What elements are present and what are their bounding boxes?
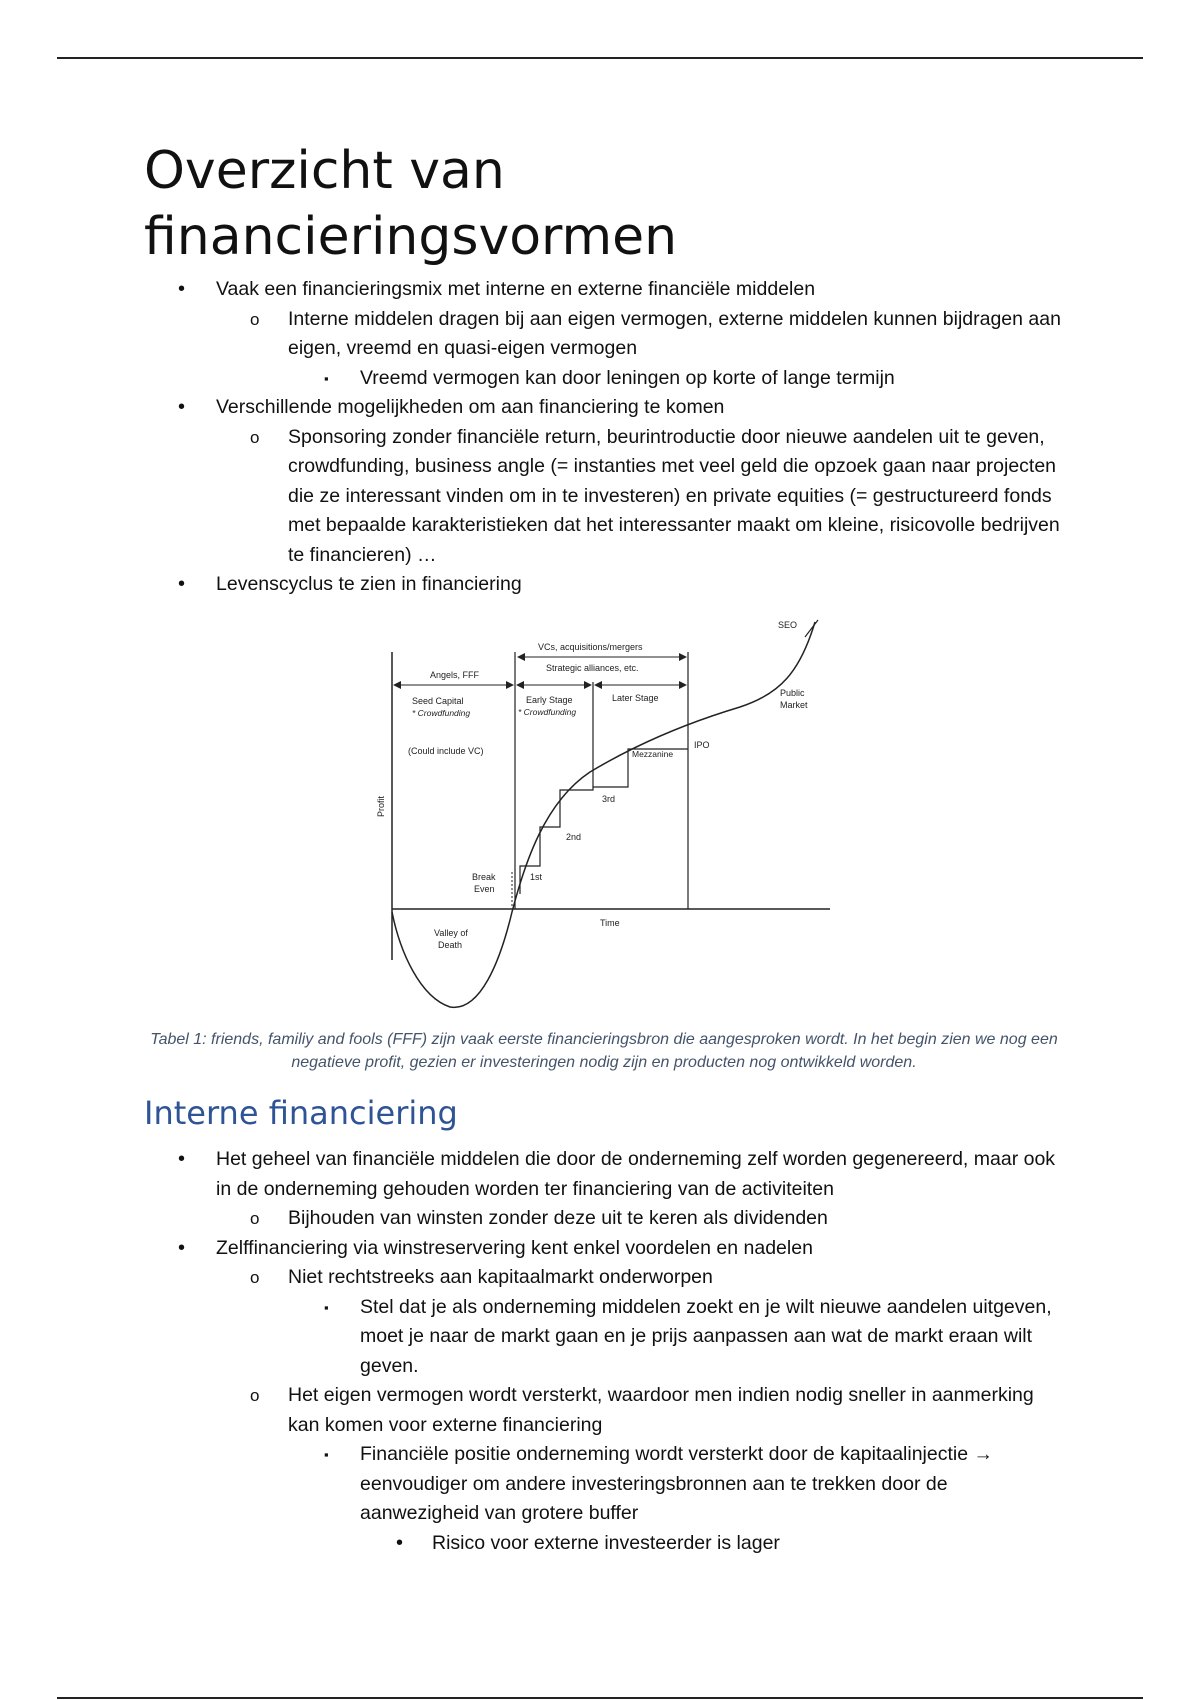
label-time: Time: [600, 918, 620, 928]
list-item: o Niet rechtstreeks aan kapitaalmarkt onderworpen: [144, 1263, 1064, 1293]
label-seed-crowd: * Crowdfunding: [412, 708, 471, 718]
label-could-vc: (Could include VC): [408, 746, 484, 756]
list-item: • Het geheel van financiële middelen die door de onderneming zelf worden gegenereerd, maar ook in de onderneming gehouden worden ter financiering van de activiteiten: [144, 1145, 1064, 1204]
list-item: o Bijhouden van winsten zonder deze uit te keren als dividenden: [144, 1204, 1064, 1234]
bullet-icon: o: [250, 1268, 260, 1287]
list-item: o Sponsoring zonder financiële return, beurintroductie door nieuwe aandelen uit te geven, crowdfunding, business angle (= instanties met veel geld die opzoek gaan naar projecten die ze interessant vinden om in te investeren) en private equities (= gestructureerd fonds met bepaalde karakteristieken dat het interessanter maakt om kleine, risicovolle bedrijven te financieren) …: [144, 423, 1064, 571]
label-second: 2nd: [566, 832, 582, 842]
financing-lifecycle-diagram: [360, 612, 840, 1012]
bullet-icon: o: [250, 309, 260, 329]
label-valley-2: Death: [438, 940, 463, 950]
label-early: Early Stage: [526, 695, 573, 705]
label-third: 3rd: [602, 794, 616, 804]
bullet-icon: o: [250, 427, 260, 447]
bullet-icon: o: [250, 1209, 260, 1228]
label-angels: Angels, FFF: [430, 670, 480, 680]
label-public-2: Market: [780, 700, 808, 710]
list-item: ▪ Vreemd vermogen kan door leningen op korte of lange termijn: [144, 364, 1064, 394]
label-break-1: Break: [472, 872, 496, 882]
label-later: Later Stage: [612, 693, 659, 703]
bullet-icon: •: [178, 278, 186, 300]
list-item: • Risico voor externe investeerder is lager: [144, 1529, 1064, 1559]
bullet-icon: ▪: [324, 1447, 329, 1462]
list-item: o Het eigen vermogen wordt versterkt, waardoor men indien nodig sneller in aanmerking kan komen voor externe financiering: [144, 1381, 1064, 1440]
list-item: • Verschillende mogelijkheden om aan financiering te komen: [144, 393, 1064, 423]
bullet-icon: •: [178, 573, 186, 595]
header-rule: [57, 57, 1143, 59]
label-break-2: Even: [474, 884, 495, 894]
label-strategic: Strategic alliances, etc.: [546, 663, 639, 673]
label-seed: Seed Capital: [412, 696, 464, 706]
label-ipo: IPO: [694, 740, 710, 750]
list-item: ▪ Financiële positie onderneming wordt versterkt door de kapitaalinjectie → eenvoudiger om andere investeringsbronnen aan te trekken door de aanwezigheid van grotere buffer: [144, 1440, 1064, 1529]
label-mezzanine: Mezzanine: [632, 749, 674, 759]
label-valley-1: Valley of: [434, 928, 468, 938]
label-seo: SEO: [778, 620, 798, 630]
bullet-icon: •: [178, 396, 186, 418]
list-item: • Zelffinanciering via winstreservering kent enkel voordelen en nadelen: [144, 1234, 1064, 1264]
list-item: • Vaak een financieringsmix met interne en externe financiële middelen: [144, 275, 1064, 305]
list-item: ▪ Stel dat je als onderneming middelen zoekt en je wilt nieuwe aandelen uitgeven, moet je naar de markt gaan en je prijs aanpassen aan wat de markt eraan wilt geven.: [144, 1293, 1064, 1382]
list-item: • Levenscyclus te zien in financiering: [144, 570, 1064, 600]
page-title: Overzicht van financieringsvormen: [144, 141, 678, 267]
bullet-icon: •: [178, 1236, 186, 1259]
list-item: o Interne middelen dragen bij aan eigen vermogen, externe middelen kunnen bijdragen aan eigen, vreemd en quasi-eigen vermogen: [144, 305, 1064, 364]
bullet-icon: ▪: [324, 1299, 329, 1315]
label-public-1: Public: [780, 688, 805, 698]
intro-bullet-list: [144, 275, 1064, 600]
label-early-crowd: * Crowdfunding: [518, 707, 577, 717]
label-first: 1st: [530, 872, 543, 882]
bullet-icon: •: [396, 1531, 404, 1554]
section-heading: Interne financiering: [144, 1094, 458, 1132]
bullet-icon: •: [178, 1148, 186, 1170]
label-vcs: VCs, acquisitions/mergers: [538, 642, 643, 652]
internal-financing-list: [144, 1145, 1064, 1558]
bullet-icon: ▪: [324, 370, 329, 386]
bullet-icon: o: [250, 1386, 260, 1405]
footer-rule: [57, 1697, 1143, 1699]
label-profit: Profit: [376, 795, 386, 817]
figure-caption: Tabel 1: friends, familiy and fools (FFF) zijn vaak eerste financieringsbron die aangesproken wordt. In het begin zien we nog een negatieve profit, gezien er investeringen nodig zijn en producten nog ontwikkeld worden.: [150, 1031, 1058, 1071]
